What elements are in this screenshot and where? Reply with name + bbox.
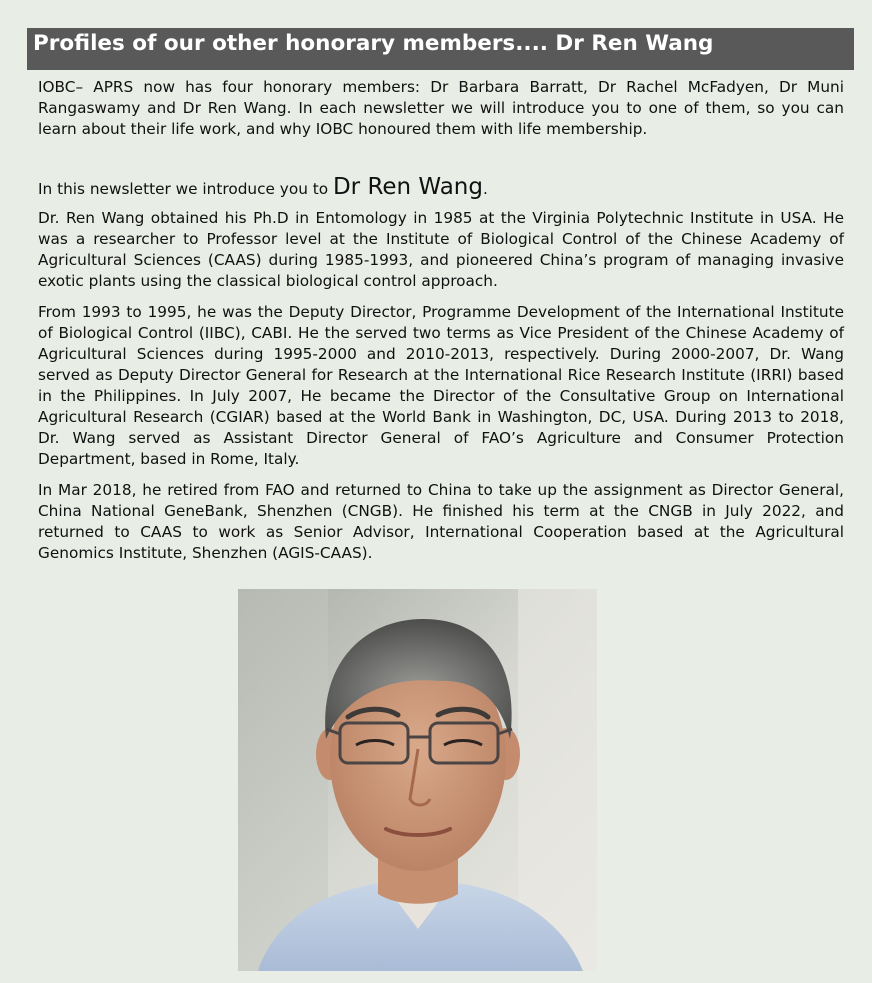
featured-member-name: Dr Ren Wang: [332, 174, 483, 200]
biography-paragraph-2: From 1993 to 1995, he was the Deputy Director, Programme Development of the International Institute of Biological Control (IIBC), CABI. He the served two terms as Vice President of the Chinese Academy of Agricultural Sciences during 1995-2000 and 2010-2013, respectively. During 2000-2007, Dr. Wang served as Deputy Director General for Research at the International Rice Research Institute (IRRI) based in the Philippines. In July 2007, He became the Director of the Consultative Group on International Agricultural Research (CGIAR) based at the World Bank in Washington, DC, USA. During 2013 to 2018, Dr. Wang served as Assistant Director General of FAO’s Agriculture and Consumer Protection Department, based in Rome, Italy.: [38, 303, 844, 468]
lead-prefix: In this newsletter we introduce you to: [38, 180, 333, 198]
intro-paragraph: IOBC– APRS now has four honorary members: Dr Barbara Barratt, Dr Rachel McFadyen, Dr Muni Rangaswamy and Dr Ren Wang. In each newsletter we will introduce you to one of them, so you can learn about their life work, and why IOBC honoured them with life membership.: [38, 78, 844, 138]
page-title: Profiles of our other honorary members.... Dr Ren Wang: [27, 28, 854, 70]
biography-paragraph-1: Dr. Ren Wang obtained his Ph.D in Entomology in 1985 at the Virginia Polytechnic Institute in USA. He was a researcher to Professor level at the Institute of Biological Control of the Chinese Academy of Agricultural Sciences (CAAS) during 1985-1993, and pioneered China’s program of managing invasive exotic plants using the classical biological control approach.: [38, 209, 844, 290]
lead-suffix: .: [482, 180, 488, 198]
biography-paragraph-3: In Mar 2018, he retired from FAO and returned to China to take up the assignment as Director General, China National GeneBank, Shenzhen (CNGB). He finished his term at the CNGB in July 2022, and returned to CAAS to work as Senior Advisor, International Cooperation based at the Agricultural Genomics Institute, Shenzhen (AGIS-CAAS).: [38, 481, 844, 562]
lead-paragraph: [38, 174, 844, 200]
portrait-illustration: [238, 589, 597, 971]
portrait-photo: [238, 589, 597, 971]
article-body: [38, 77, 844, 564]
